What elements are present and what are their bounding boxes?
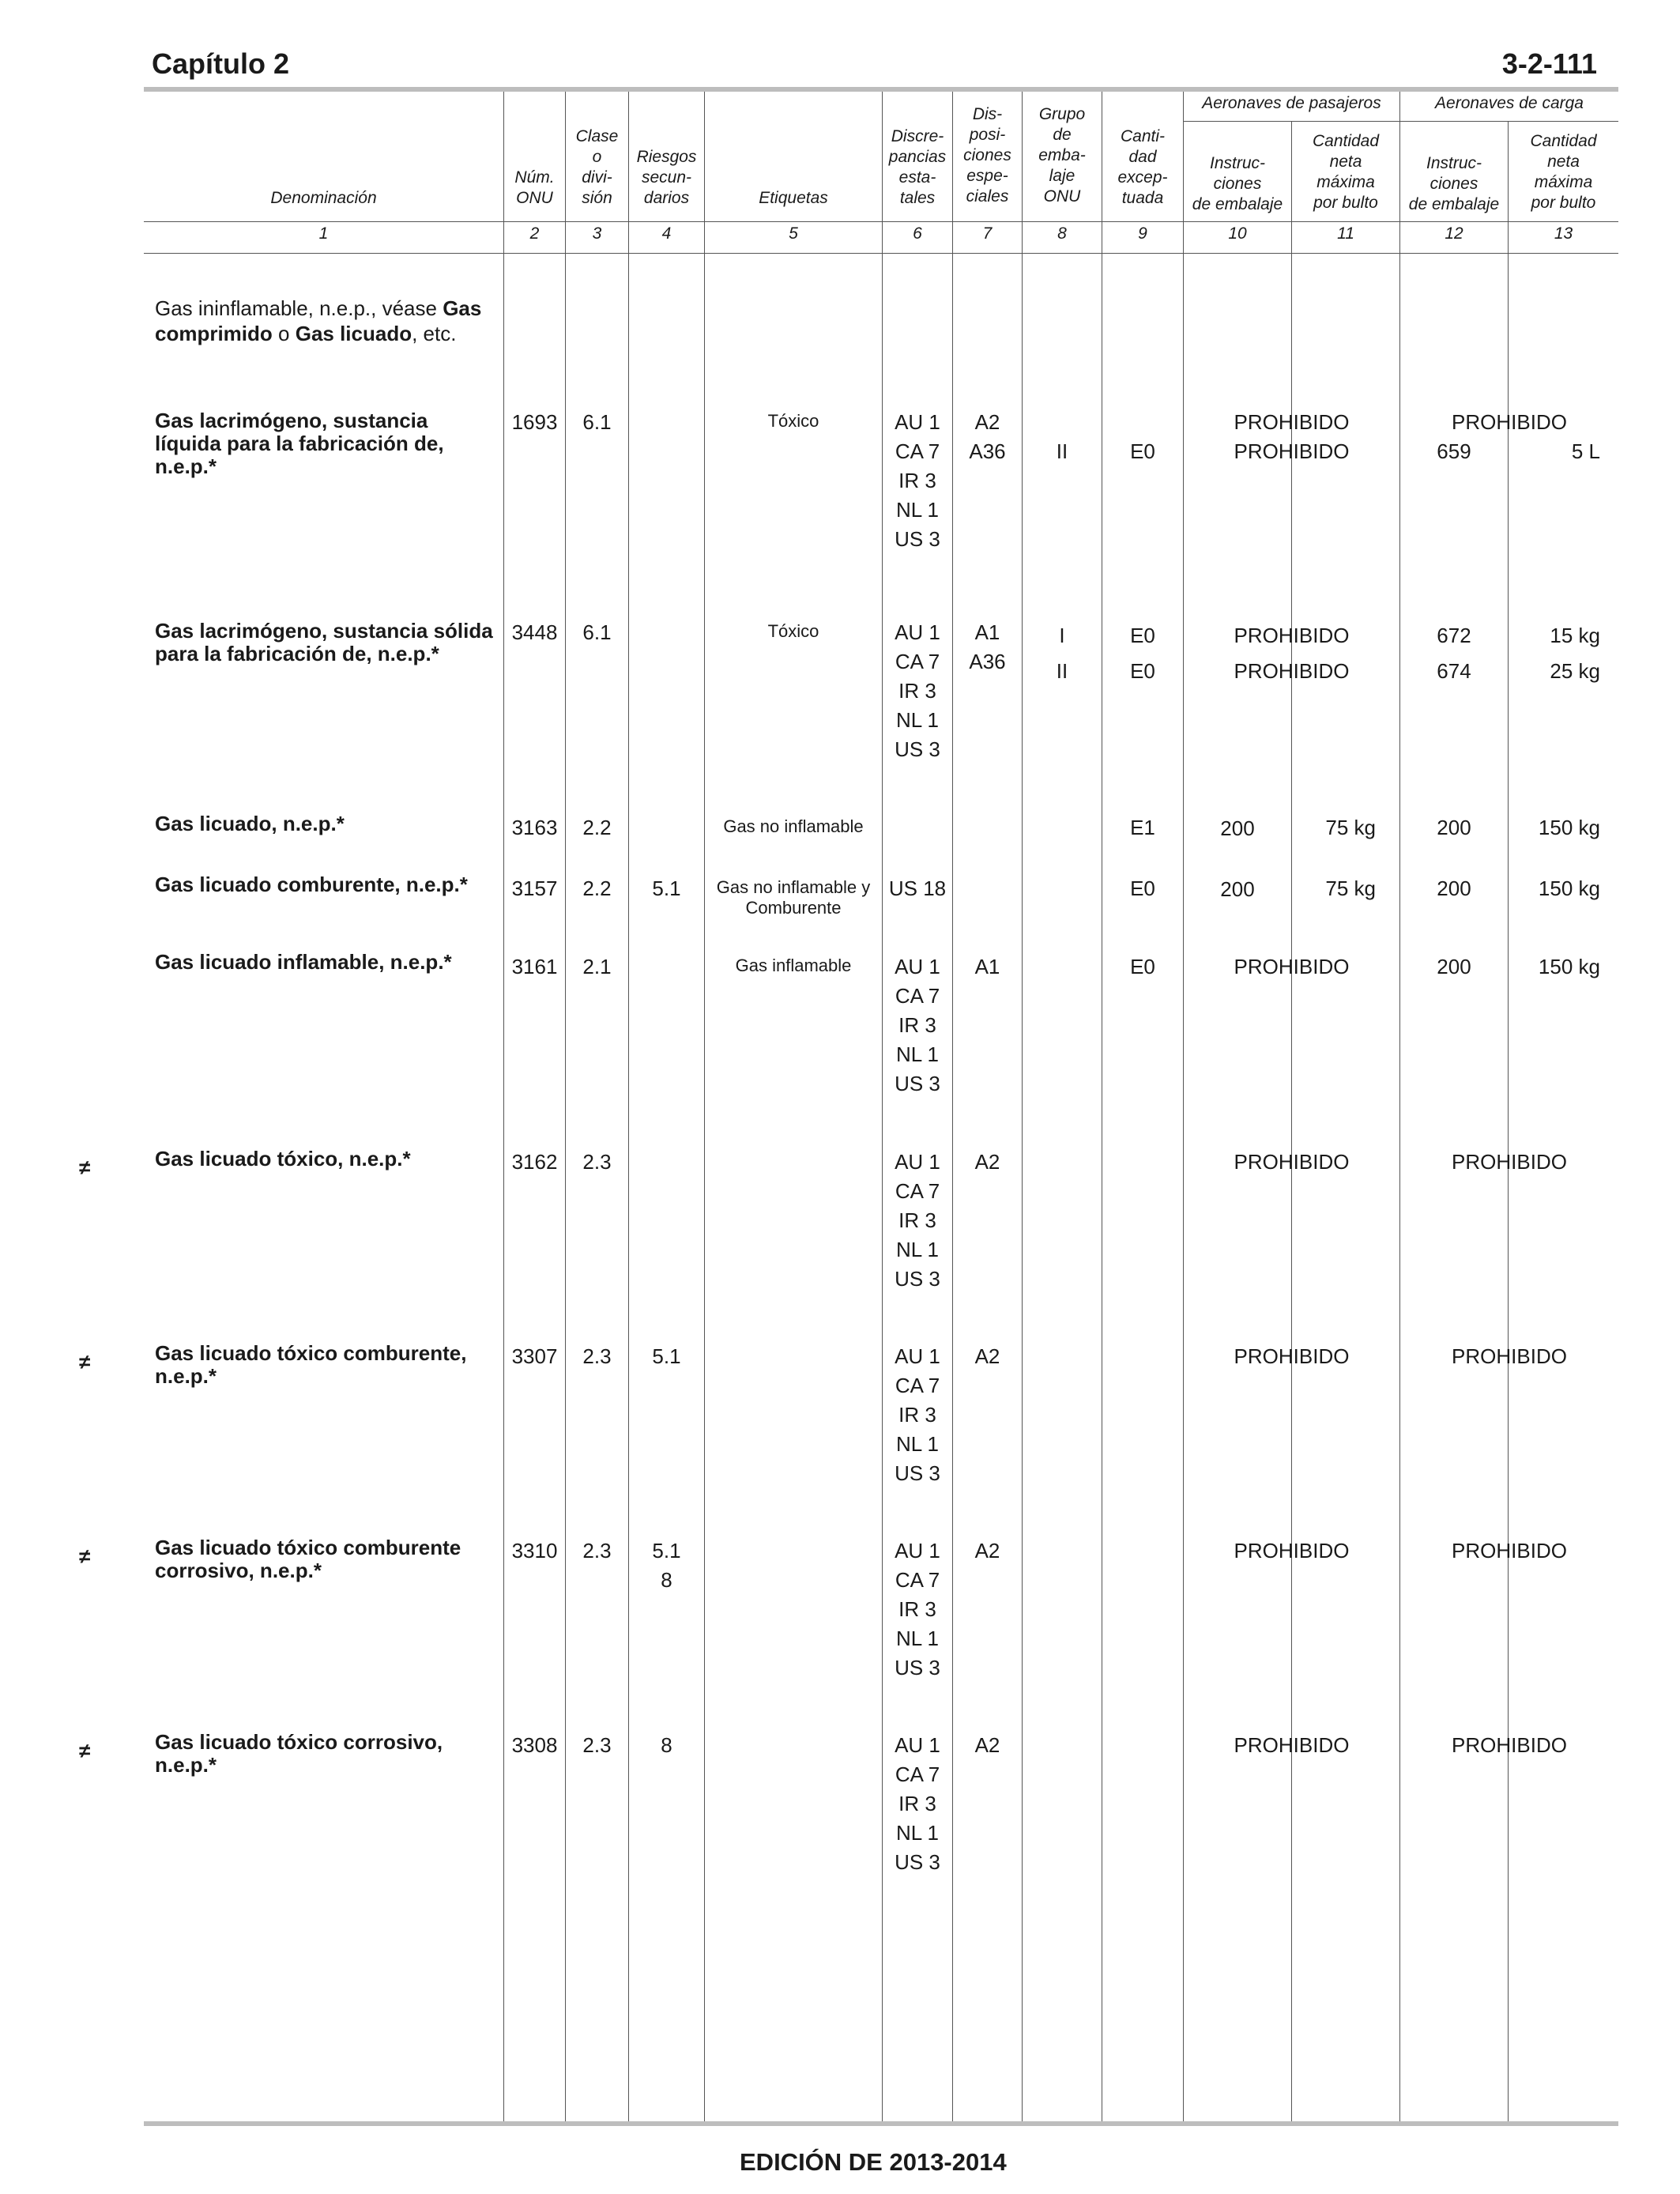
pax-prohibited: PROHIBIDO — [1234, 955, 1350, 978]
special-provisions: A2 — [974, 1733, 1000, 1757]
colnum-9: 9 — [1138, 224, 1147, 243]
colnum-10: 10 — [1228, 224, 1247, 243]
un-number: 3310 — [511, 1539, 558, 1563]
header-num-onu: Núm. ONU — [514, 168, 555, 207]
pax-prohibited: PROHIBIDO — [1234, 1733, 1350, 1757]
class-division: 2.2 — [582, 876, 612, 900]
un-number: 3448 — [511, 620, 558, 644]
cargo-prohibited: PROHIBIDO — [1452, 1150, 1567, 1174]
pax-quantity: 75 kg — [1325, 876, 1376, 900]
entry-gas-ininflamable: Gas ininflamable, n.e.p., véase Gas comprimido o Gas licuado, etc. — [155, 296, 482, 345]
subsidiary-risk: 5.1 8 — [652, 1539, 681, 1592]
pax-prohibited: PROHIBIDO — [1234, 1344, 1350, 1368]
header-grupo-embalaje: Grupo de emba- laje ONU — [1038, 105, 1086, 205]
entry-name: Gas licuado comburente, n.e.p.* — [155, 873, 468, 896]
class-division: 2.3 — [582, 1733, 612, 1757]
pax-prohibited: PROHIBIDO PROHIBIDO — [1234, 624, 1350, 683]
colnum-1: 1 — [318, 224, 329, 243]
label: Gas no inflamable y Comburente — [716, 877, 871, 918]
pax-instruction: 200 — [1220, 877, 1255, 901]
colnum-5: 5 — [789, 224, 798, 243]
entry-name: Gas licuado, n.e.p.* — [155, 812, 345, 835]
special-provisions: A2 — [974, 1344, 1000, 1368]
special-provisions: A1 A36 — [969, 620, 1006, 673]
special-provisions: A1 — [974, 955, 1000, 978]
colnum-12: 12 — [1445, 224, 1463, 243]
change-mark: ≠ — [79, 1155, 91, 1179]
entry-name: Gas lacrimógeno, sustancia sólida para la fabricación de, n.e.p.* — [155, 619, 493, 665]
header-cantidad-exceptuada: Canti- dad excep- tuada — [1117, 127, 1168, 207]
cargo-instruction: 200 — [1437, 955, 1471, 978]
special-provisions: A2 A36 — [969, 410, 1006, 463]
colnum-11: 11 — [1337, 224, 1354, 243]
colnum-6: 6 — [913, 224, 922, 243]
cargo-quantity: 150 kg — [1538, 955, 1600, 978]
un-number: 3161 — [511, 955, 558, 978]
pax-quantity: 75 kg — [1325, 816, 1376, 839]
top-rule — [144, 87, 1618, 92]
chapter-title: Capítulo 2 — [152, 47, 290, 80]
state-variations: AU 1 CA 7 IR 3 NL 1 US 3 — [895, 1344, 940, 1485]
header-cargo-cantidad: Cantidad neta máxima por bulto — [1530, 132, 1597, 212]
change-mark: ≠ — [79, 1350, 91, 1374]
header-discrepancias: Discre- pancias esta- tales — [888, 127, 947, 207]
subsidiary-risk: 5.1 — [652, 1344, 681, 1368]
un-number: 3307 — [511, 1344, 558, 1368]
state-variations: AU 1 CA 7 IR 3 NL 1 US 3 — [895, 1539, 940, 1679]
state-variations: AU 1 CA 7 IR 3 NL 1 US 3 — [895, 1733, 940, 1874]
entry-name: Gas lacrimógeno, sustancia líquida para la fabricación de, n.e.p.* — [155, 409, 444, 478]
entry-name: Gas licuado tóxico corrosivo, n.e.p.* — [155, 1730, 443, 1777]
page-number: 3-2-111 — [1501, 47, 1597, 80]
cargo-quantity: 5 L — [1571, 439, 1600, 463]
edition-footer: EDICIÓN DE 2013-2014 — [740, 2148, 1007, 2176]
cargo-quantity: 150 kg — [1538, 816, 1600, 839]
colnum-2: 2 — [529, 224, 540, 243]
cargo-instruction: 200 — [1437, 876, 1471, 900]
colnum-4: 4 — [661, 224, 672, 243]
label: Gas inflamable — [735, 956, 852, 975]
pax-instruction: 200 — [1220, 816, 1255, 840]
cargo-instruction: 672 674 — [1437, 624, 1471, 683]
entry-name: Gas licuado inflamable, n.e.p.* — [155, 950, 452, 974]
label: Gas no inflamable — [723, 816, 864, 836]
excepted-quantity: E0 — [1130, 439, 1155, 463]
header-clase: Clase o divi- sión — [575, 127, 619, 207]
cargo-prohibited: PROHIBIDO — [1452, 1733, 1567, 1757]
entry-name: Gas licuado tóxico comburente, n.e.p.* — [155, 1341, 467, 1388]
class-division: 2.3 — [582, 1539, 612, 1563]
entry-name: Gas licuado tóxico, n.e.p.* — [155, 1147, 411, 1171]
excepted-quantity: E0 E0 — [1130, 624, 1155, 683]
un-number: 3308 — [511, 1733, 558, 1757]
header-etiquetas: Etiquetas — [759, 189, 828, 207]
state-variations: AU 1 CA 7 IR 3 NL 1 US 3 — [895, 1150, 940, 1291]
header-denominacion: Denominación — [270, 189, 377, 207]
cargo-instruction: 659 — [1437, 439, 1471, 463]
change-mark: ≠ — [79, 1739, 91, 1762]
change-mark: ≠ — [79, 1544, 91, 1568]
header-cargo-aircraft: Aeronaves de carga — [1435, 94, 1584, 112]
header-pax-cantidad: Cantidad neta máxima por bulto — [1312, 132, 1380, 212]
subsidiary-risk: 8 — [661, 1733, 672, 1757]
cargo-prohibited: PROHIBIDO — [1452, 410, 1567, 434]
class-division: 6.1 — [582, 410, 612, 434]
class-division: 2.2 — [582, 816, 612, 839]
excepted-quantity: E0 — [1130, 955, 1155, 978]
class-division: 2.3 — [582, 1150, 612, 1174]
cargo-prohibited: PROHIBIDO — [1452, 1344, 1567, 1368]
label: Tóxico — [767, 411, 819, 431]
pax-prohibited: PROHIBIDO — [1234, 410, 1350, 434]
class-division: 2.1 — [582, 955, 612, 978]
un-number: 3157 — [511, 876, 558, 900]
header-cargo-instrucciones: Instruc- ciones de embalaje — [1408, 154, 1500, 213]
special-provisions: A2 — [974, 1150, 1000, 1174]
class-division: 2.3 — [582, 1344, 612, 1368]
excepted-quantity: E1 — [1130, 816, 1155, 839]
cargo-quantity: 15 kg 25 kg — [1550, 624, 1600, 683]
pax-prohibited: PROHIBIDO — [1234, 439, 1350, 463]
cargo-instruction: 200 — [1437, 816, 1471, 839]
state-variations: AU 1 CA 7 IR 3 NL 1 US 3 — [895, 410, 940, 551]
cargo-prohibited: PROHIBIDO — [1452, 1539, 1567, 1563]
class-division: 6.1 — [582, 620, 612, 644]
entry-name: Gas licuado tóxico comburente corrosivo, n.e.p.* — [155, 1536, 461, 1582]
header-riesgos: Riesgos secun- darios — [636, 148, 697, 207]
state-variations: US 18 — [888, 876, 947, 900]
excepted-quantity: E0 — [1130, 876, 1155, 900]
un-number: 3162 — [511, 1150, 558, 1174]
un-number: 3163 — [511, 816, 558, 839]
pax-prohibited: PROHIBIDO — [1234, 1539, 1350, 1563]
subsidiary-risk: 5.1 — [652, 876, 681, 900]
label: Tóxico — [767, 621, 819, 641]
cargo-quantity: 150 kg — [1538, 876, 1600, 900]
header-passenger-aircraft: Aeronaves de pasajeros — [1202, 94, 1381, 112]
colnum-13: 13 — [1554, 224, 1573, 243]
special-provisions: A2 — [974, 1539, 1000, 1563]
packing-group: I II — [1056, 624, 1068, 683]
packing-group: II — [1056, 439, 1068, 463]
bottom-rule — [144, 2121, 1618, 2126]
state-variations: AU 1 CA 7 IR 3 NL 1 US 3 — [895, 620, 940, 761]
header-pax-instrucciones: Instruc- ciones de embalaje — [1192, 154, 1283, 213]
colnum-8: 8 — [1057, 224, 1067, 243]
colnum-3: 3 — [592, 224, 602, 243]
state-variations: AU 1 CA 7 IR 3 NL 1 US 3 — [895, 955, 940, 1095]
pax-prohibited: PROHIBIDO — [1234, 1150, 1350, 1174]
un-number: 1693 — [511, 410, 558, 434]
colnum-7: 7 — [982, 224, 993, 243]
header-disposiciones: Dis- posi- ciones espe- ciales — [963, 105, 1011, 205]
